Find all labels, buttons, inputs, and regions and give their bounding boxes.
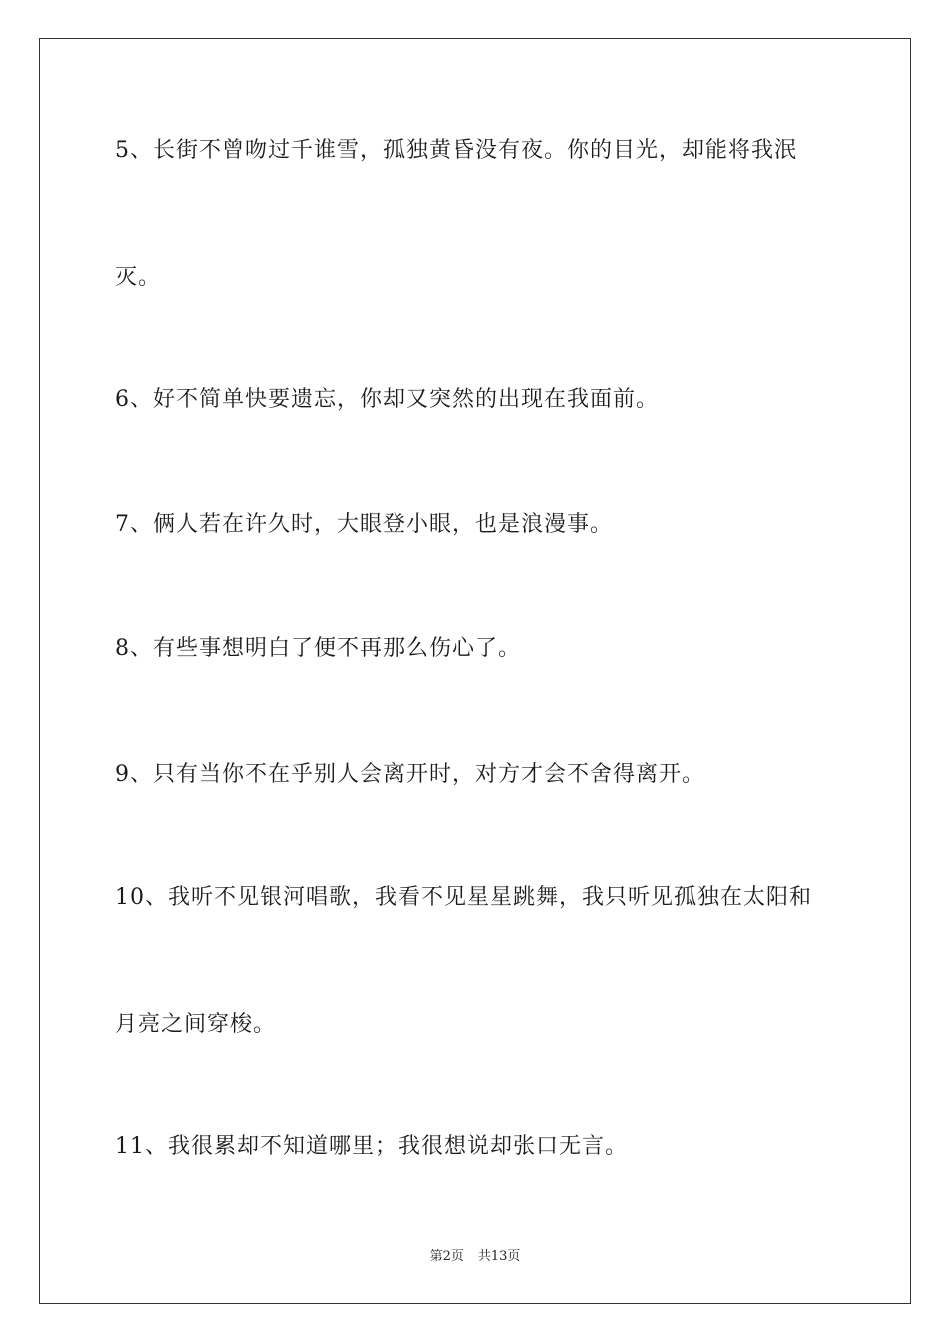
page-number: 第2页 bbox=[429, 1249, 464, 1264]
page-total: 共13页 bbox=[477, 1249, 521, 1264]
text-line: 8、有些事想明白了便不再那么伤心了。 bbox=[115, 636, 521, 661]
text-line: 灭。 bbox=[115, 265, 162, 290]
text-line: 10、我听不见银河唱歌，我看不见星星跳舞，我只听见孤独在太阳和 bbox=[115, 885, 812, 910]
text-line: 11、我很累却不知道哪里；我很想说却张口无言。 bbox=[115, 1134, 628, 1159]
page-border bbox=[39, 38, 911, 1304]
text-line: 7、俩人若在许久时，大眼登小眼，也是浪漫事。 bbox=[115, 512, 613, 537]
text-line: 月亮之间穿梭。 bbox=[115, 1012, 277, 1037]
text-line: 6、好不简单快要遗忘，你却又突然的出现在我面前。 bbox=[115, 387, 659, 412]
page-footer bbox=[0, 1248, 950, 1266]
text-line: 5、长街不曾吻过千谁雪，孤独黄昏没有夜。你的目光，却能将我泯 bbox=[115, 138, 797, 163]
text-line: 9、只有当你不在乎别人会离开时，对方才会不舍得离开。 bbox=[115, 762, 705, 787]
